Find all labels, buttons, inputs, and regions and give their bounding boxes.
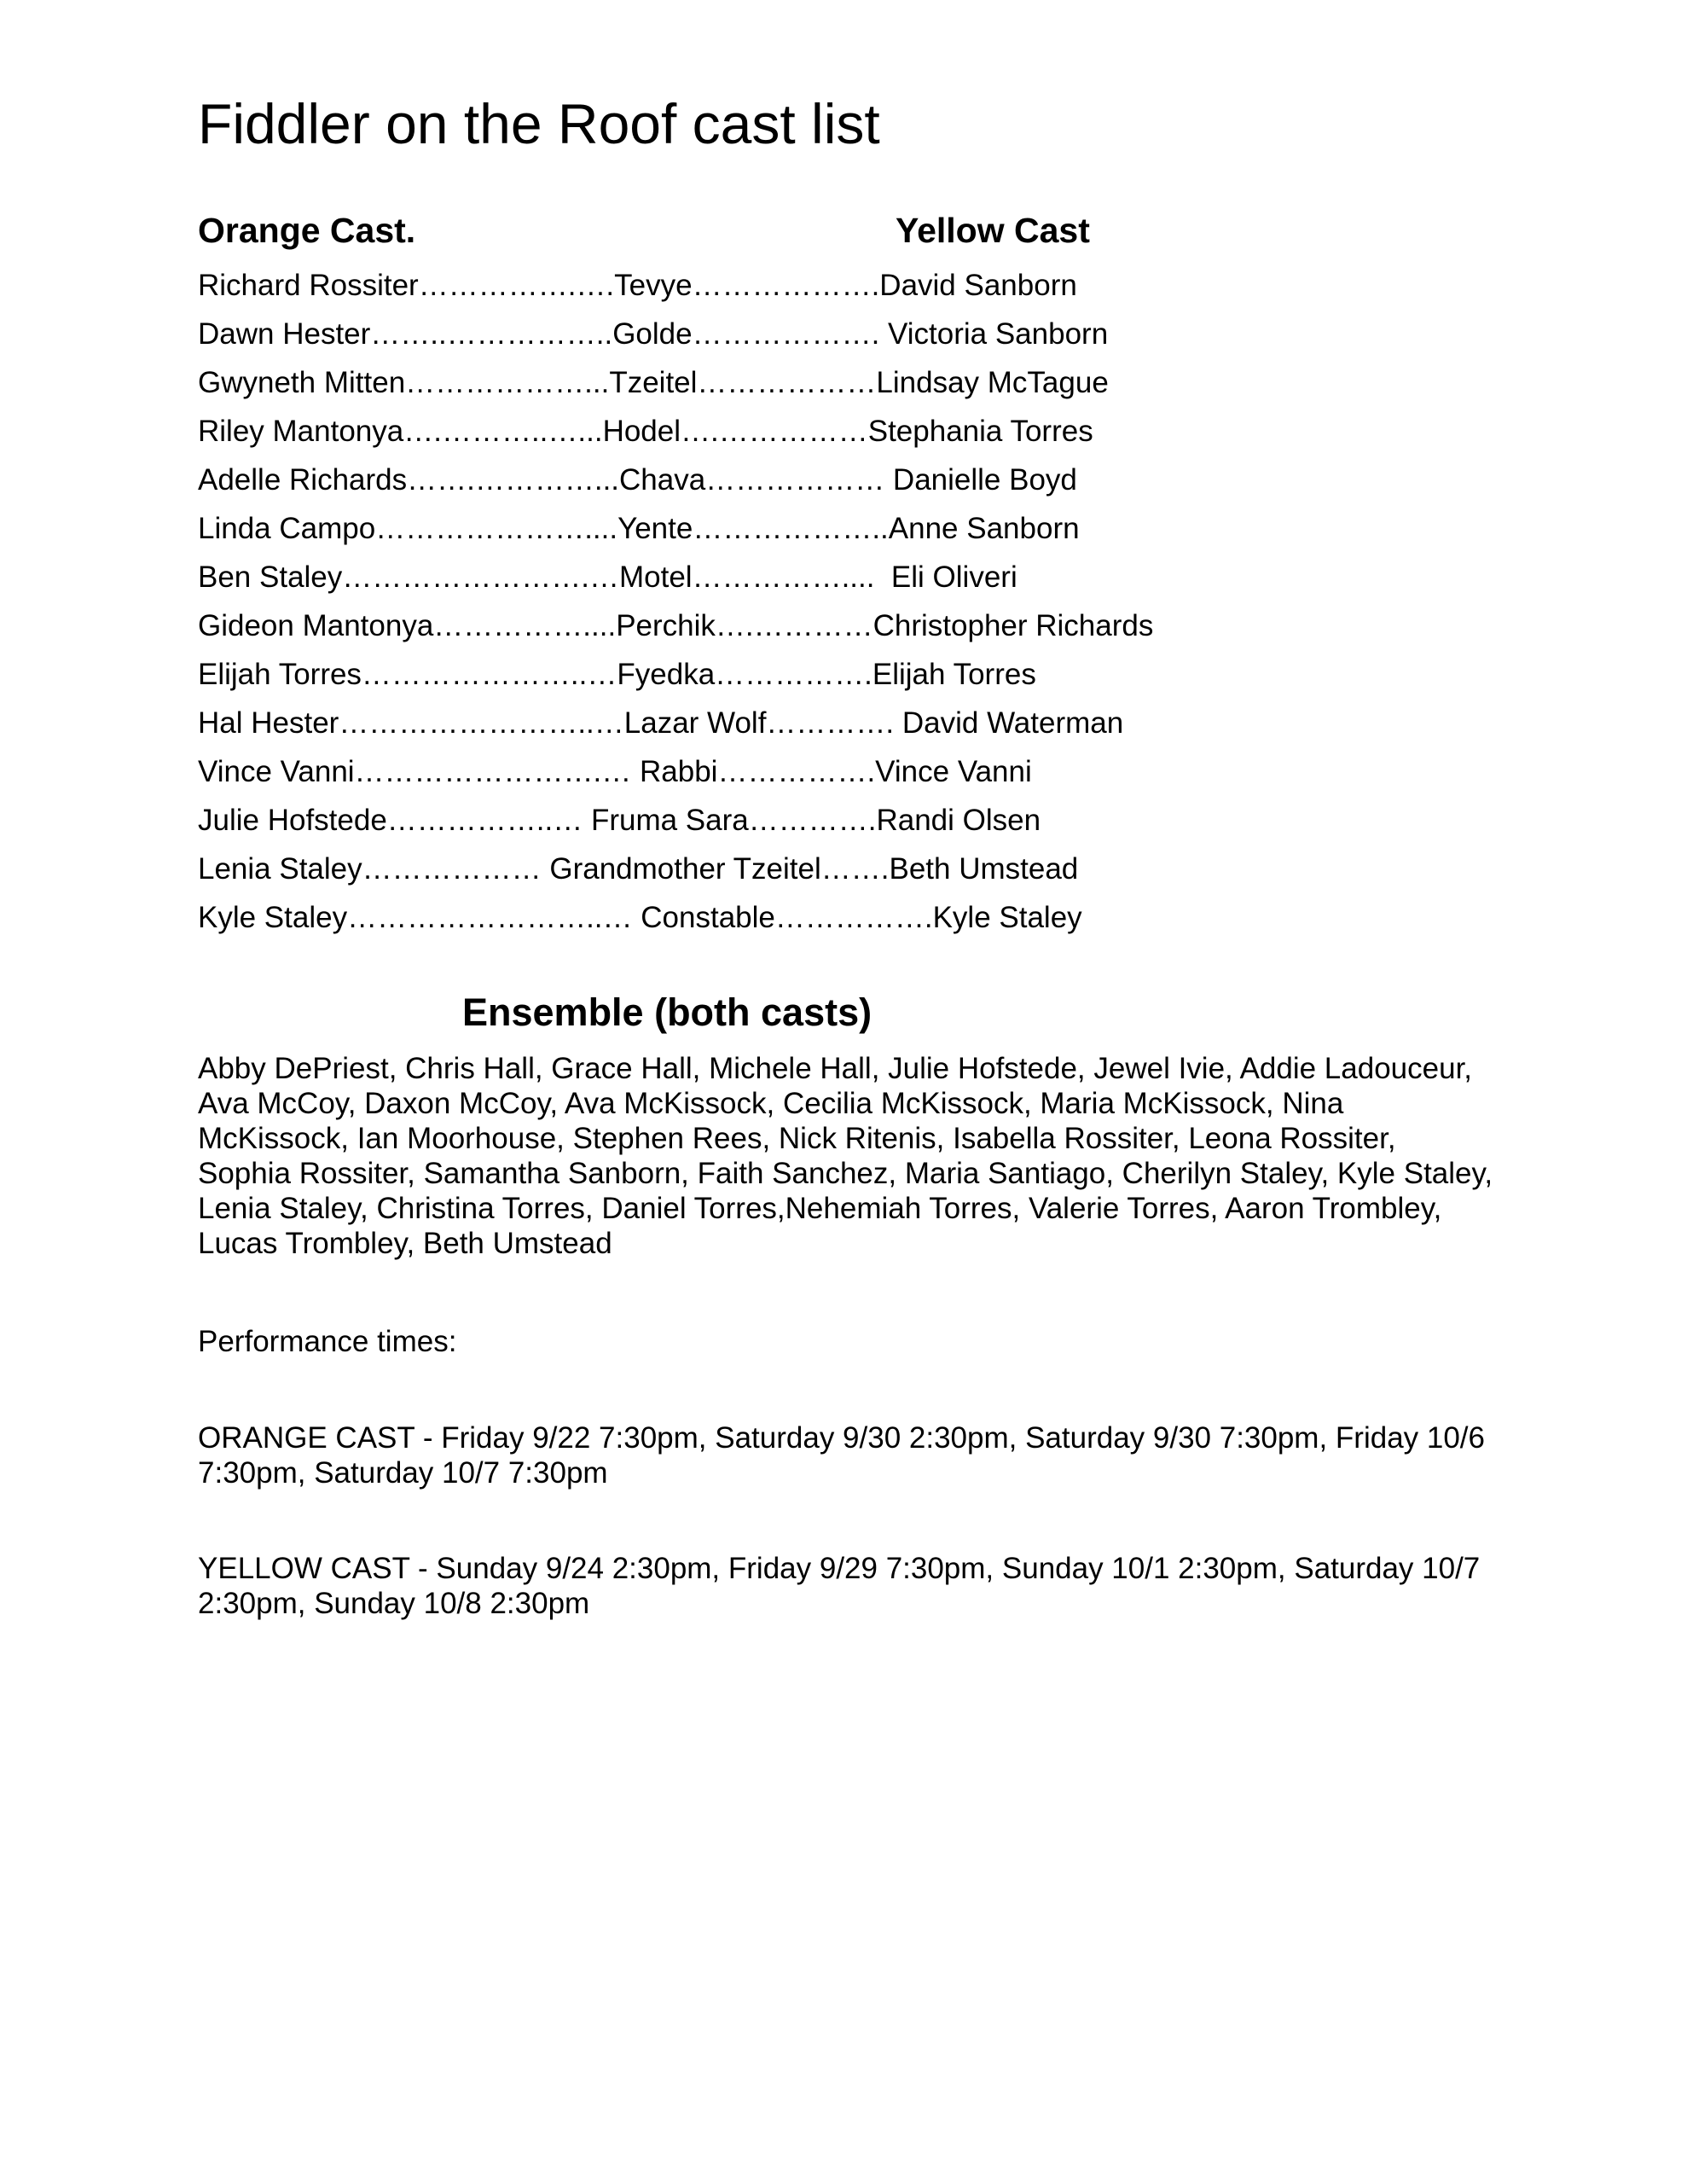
performance-times-label: Performance times: [198,1325,457,1358]
role-row-hodel: Riley Mantonya….………..…...Hodel….……………Stephania Torres [198,415,1093,448]
role-row-tevye: Richard Rossiter…………….….Tevye……………….David Sanborn [198,269,1077,302]
role-row-fyedka: Elijah Torres…………………..…Fyedka…………….Elijah Torres [198,658,1036,691]
role-row-constable: Kyle Staley……………………..… Constable…………….Kyle Staley [198,901,1082,934]
yellow-cast-times: YELLOW CAST - Sunday 9/24 2:30pm, Friday 9/29 7:30pm, Sunday 10/1 2:30pm, Saturday 10/7 2:30pm, Sunday 10/8 2:30pm [198,1552,1481,1620]
role-row-fruma-sara: Julie Hofstede……………..… Fruma Sara………….Randi Olsen [198,804,1041,837]
role-row-motel: Ben Staley…………………….…Motel…………….... Eli Oliveri [198,561,1017,594]
ensemble-heading: Ensemble (both casts) [462,990,872,1034]
orange-cast-heading: Orange Cast. [198,211,416,250]
yellow-cast-heading: Yellow Cast [896,211,1090,250]
role-row-rabbi: Vince Vanni…………………….… Rabbi…………….Vince Vanni [198,755,1032,788]
role-row-golde: Dawn Hester……..……………..Golde………………. Victoria Sanborn [198,317,1109,351]
role-row-lazar-wolf: Hal Hester……………………..…Lazar Wolf…………. David Waterman [198,706,1124,740]
role-list [198,261,1562,942]
ensemble-names: Abby DePriest, Chris Hall, Grace Hall, Michele Hall, Julie Hofstede, Jewel Ivie, Addie Ladouceur, Ava McCoy, Daxon McCoy, Ava McKissock, Cecilia McKissock, Maria McKissock, Nina McKissock, Ian Moorhouse, Stephen Rees, Nick Ritenis, Isabella Rossiter, Leona Rossiter, Sophia Rossiter, Samantha Sanborn, Faith Sanchez, Maria Santiago, Cherilyn Staley, Kyle Staley, Lenia Staley, Christina Torres, Daniel Torres,Nehemiah Torres, Valerie Torres, Aaron Trombley, Lucas Trombley, Beth Umstead [198,1052,1493,1260]
role-row-perchik: Gideon Mantonya……………....Perchik….…………Christopher Richards [198,609,1154,642]
page-title: Fiddler on the Roof cast list [198,92,880,155]
role-row-yente: Linda Campo…………………....Yente………………..Anne Sanborn [198,512,1080,545]
orange-cast-times: ORANGE CAST - Friday 9/22 7:30pm, Saturday 9/30 2:30pm, Saturday 9/30 7:30pm, Friday 10/6 7:30pm, Saturday 10/7 7:30pm [198,1421,1485,1490]
role-row-chava: Adelle Richards…….…………...Chava……………… Danielle Boyd [198,463,1077,497]
role-row-grandmother-tzeitel: Lenia Staley……………… Grandmother Tzeitel…….Beth Umstead [198,852,1079,886]
role-row-tzeitel: Gwyneth Mitten………………...Tzeitel………………Lindsay McTague [198,366,1109,399]
